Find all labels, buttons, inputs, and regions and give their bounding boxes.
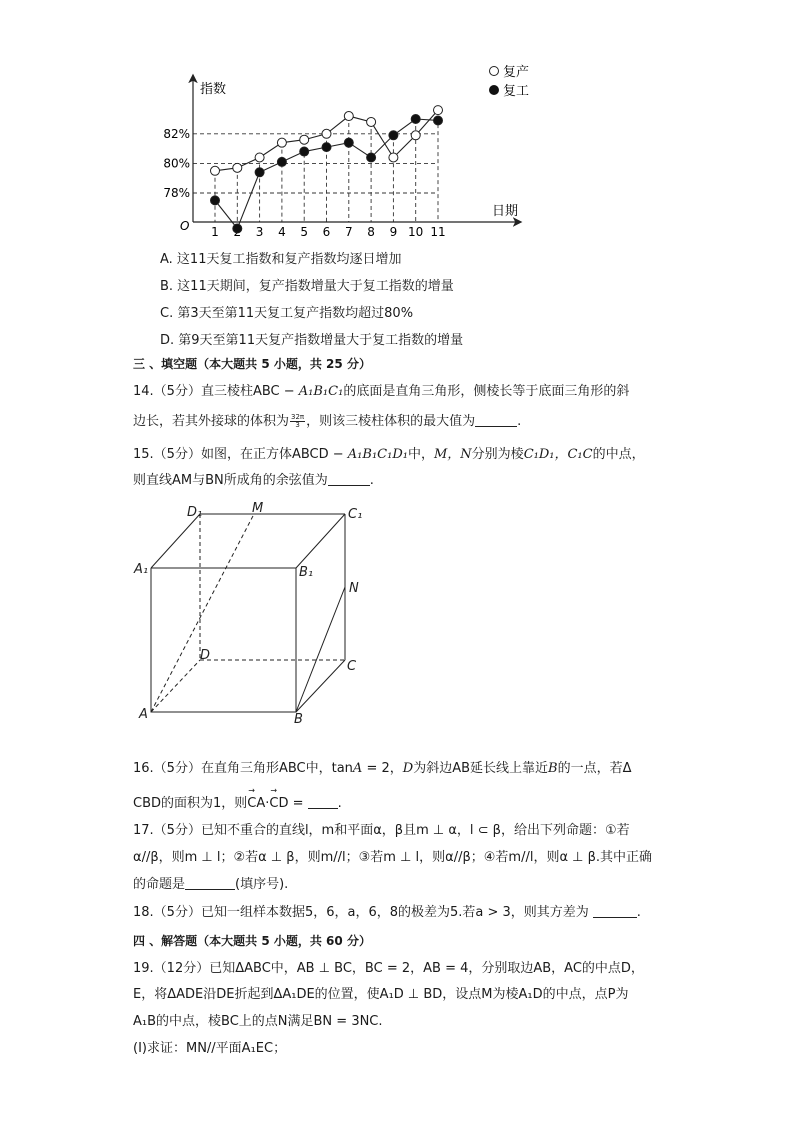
fuchan-point <box>411 131 420 140</box>
label-a: A <box>139 707 148 722</box>
label-c: C <box>347 659 357 674</box>
fuchan-point <box>344 112 353 121</box>
label-b1: B₁ <box>299 565 314 580</box>
cube-diagram <box>130 495 380 735</box>
legend-marker-fugong <box>490 86 499 95</box>
fuchan-point <box>322 129 331 138</box>
fugong-point <box>300 147 309 156</box>
hidden-edge-a-d <box>151 660 200 712</box>
fugong-point <box>367 153 376 162</box>
edge-a1-d1 <box>151 514 200 568</box>
fugong-point <box>344 138 353 147</box>
q15-line1: 15.（5分）如图，在正方体ABCD − A₁B₁C₁D₁中，M，N分别为棱C₁D₁，C₁C的中点， <box>133 447 645 462</box>
q16-line2: CBD的面积为1，则→ CA·→ CD = . <box>133 795 342 813</box>
cube-front-face <box>151 568 296 712</box>
q15-line2: 则直线AM与BN所成角的余弦值为 . <box>133 473 374 488</box>
option-c: C. 第3天至第11天复工复产指数均超过80% <box>160 306 414 321</box>
q17-line1: 17.（5分）已知不重合的直线l，m和平面α，β且m ⊥ α，l ⊂ β，给出下列命题：①若 <box>133 823 630 838</box>
segment-a-m <box>151 514 254 712</box>
x-axis-label: 日期 <box>492 204 519 219</box>
label-n: N <box>349 581 359 596</box>
edge-c1-b1 <box>296 514 345 568</box>
origin-label: O <box>180 219 190 233</box>
label-c1: C₁ <box>348 507 363 522</box>
x-tick-label: 1 <box>211 225 219 239</box>
q19-line1: 19.（12分）已知ΔABC中，AB ⊥ BC，BC = 2，AB = 4，分别取边AB，AC的中点D， <box>133 961 644 976</box>
q14-answer-blank <box>475 414 517 427</box>
fugong-point <box>211 196 220 205</box>
fugong-point <box>389 131 398 140</box>
y-tick-label: 80% <box>163 156 190 171</box>
fugong-point <box>277 157 286 166</box>
q16-answer-blank <box>308 796 338 809</box>
fuchan-point <box>434 106 443 115</box>
q19-line2: E，将ΔADE沿DE折起到ΔA₁DE的位置，使A₁D ⊥ BD，设点M为棱A₁D的中点，点P为 <box>133 987 629 1002</box>
label-d1: D₁ <box>187 505 203 520</box>
q14-fraction: $\frac{32\pi}{3}$ <box>291 413 305 429</box>
label-m: M <box>252 501 264 516</box>
fuchan-point <box>389 153 398 162</box>
y-tick-label: 82% <box>163 126 190 141</box>
y-axis-label: 指数 <box>200 82 227 97</box>
fugong-point <box>255 168 264 177</box>
segment-b-n <box>296 587 345 712</box>
q14-line2: 边长，若其外接球的体积为 $\frac{32\pi}{3}$ ，则该三棱柱体积的最大值为 . <box>133 413 522 429</box>
fugong-point <box>233 224 242 233</box>
q19-line4: (Ⅰ)求证：MN//平面A₁EC； <box>133 1041 287 1056</box>
q14-line1: 14.（5分）直三棱柱ABC − A₁B₁C₁的底面是直角三角形，侧棱长等于底面三角形的斜 <box>133 384 630 399</box>
x-tick-label: 9 <box>389 225 398 239</box>
line-chart <box>150 55 550 245</box>
edge-c-b <box>296 660 345 712</box>
x-tick-label: 10 <box>408 225 424 239</box>
fuchan-point <box>367 117 376 126</box>
q17-line2: α//β，则m ⊥ l；②若α ⊥ β，则m//l；③若m ⊥ l，则α//β；④若m//l，则α ⊥ β.其中正确 <box>133 850 653 865</box>
fugong-point <box>411 115 420 124</box>
x-tick-label: 4 <box>278 225 286 239</box>
fuchan-point <box>211 166 220 175</box>
y-tick-label: 78% <box>163 186 190 200</box>
section-4-title: 四 、解答题（本大题共 5 小题，共 60 分） <box>133 934 371 948</box>
option-d: D. 第9天至第11天复产指数增量大于复工指数的增量 <box>160 333 464 348</box>
q15-answer-blank <box>328 473 370 486</box>
label-d: D <box>200 648 211 663</box>
q18-answer-blank <box>593 905 637 918</box>
legend-label-fugong: 复工 <box>503 84 530 99</box>
x-tick-label: 5 <box>300 225 309 239</box>
x-tick-label: 3 <box>255 225 264 239</box>
option-a: A. 这11天复工指数和复产指数均逐日增加 <box>160 252 402 267</box>
label-a1: A₁ <box>134 562 149 577</box>
legend-label-fuchan: 复产 <box>503 65 530 80</box>
q17-answer-blank <box>185 877 235 890</box>
x-tick-label: 7 <box>344 225 353 239</box>
legend-marker-fuchan <box>490 67 499 76</box>
legend <box>490 64 530 99</box>
fuchan-point <box>300 135 309 144</box>
option-b: B. 这11天期间，复产指数增量大于复工指数的增量 <box>160 279 454 294</box>
label-b: B <box>294 712 303 727</box>
fuchan-point <box>255 153 264 162</box>
series-line-fuchan <box>215 110 438 171</box>
x-tick-label: 11 <box>430 225 446 239</box>
x-tick-label: 8 <box>367 225 375 239</box>
q18-line1: 18.（5分）已知一组样本数据5，6，a，6，8的极差为5.若a > 3，则其方差为 . <box>133 905 641 920</box>
q19-line3: A₁B的中点，棱BC上的点N满足BN = 3NC. <box>133 1014 383 1029</box>
q17-line3: 的命题是 (填序号). <box>133 877 289 892</box>
fugong-point <box>322 143 331 152</box>
section-3-title: 三 、填空题（本大题共 5 小题，共 25 分） <box>133 357 371 371</box>
fuchan-point <box>233 163 242 172</box>
fuchan-point <box>277 138 286 147</box>
fugong-point <box>434 116 443 125</box>
q16-line1: 16.（5分）在直角三角形ABC中，tanA = 2，D为斜边AB延长线上靠近B的一点，若Δ <box>133 761 632 776</box>
x-tick-label: 6 <box>322 225 331 239</box>
